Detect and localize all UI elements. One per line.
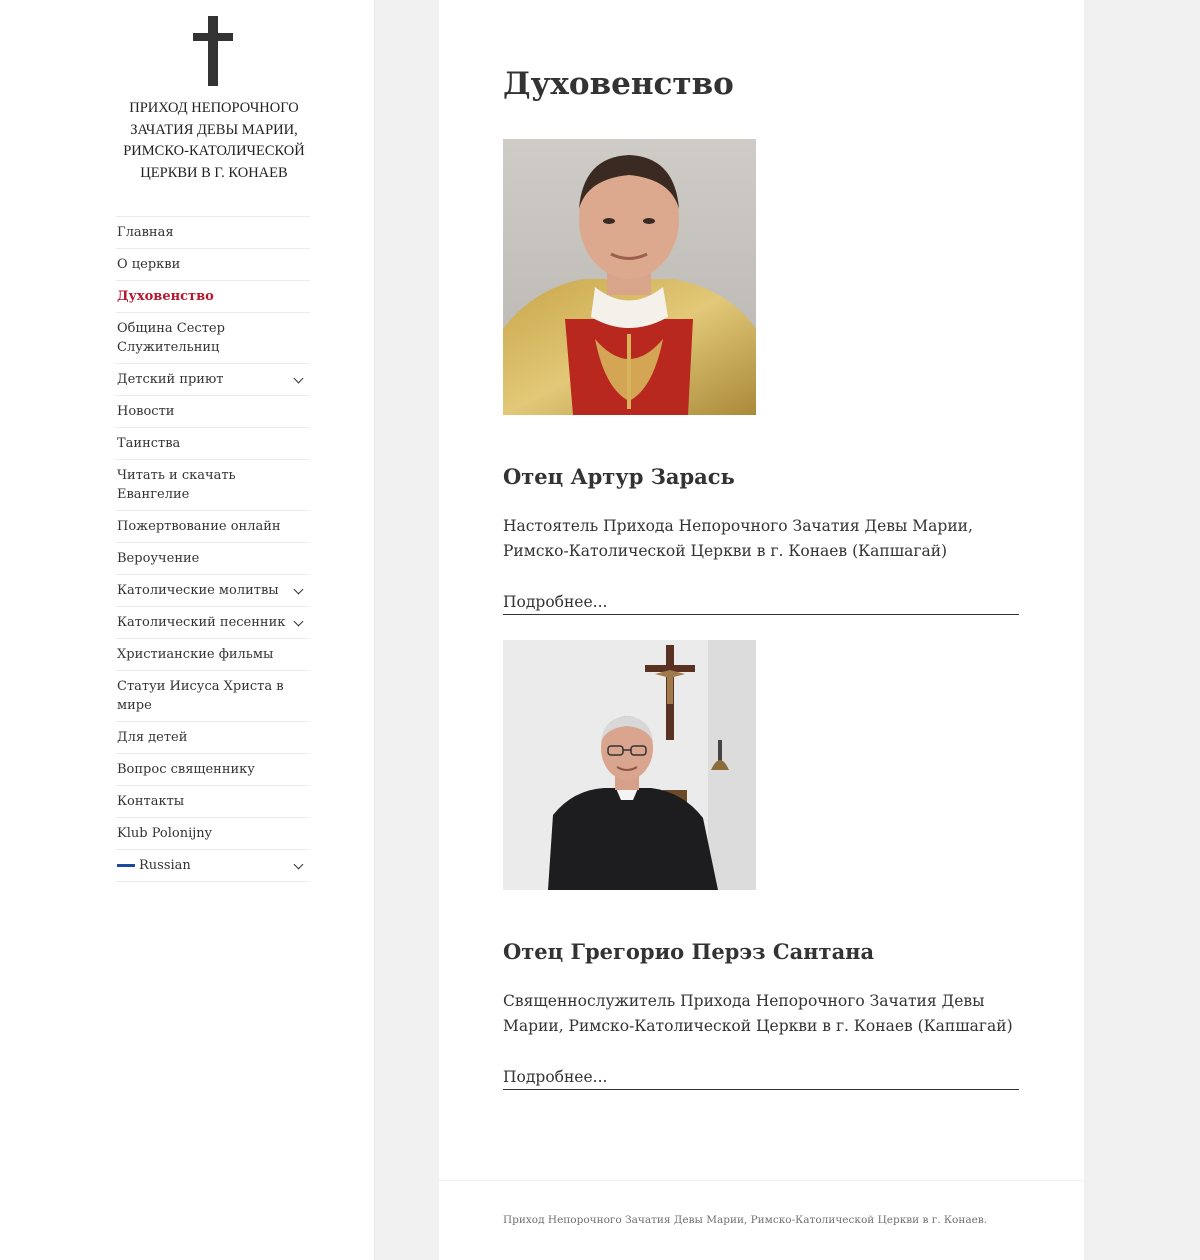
russian-flag-icon [117, 864, 135, 867]
clergy-description-2: Священнослужитель Прихода Непорочного Зачатия Девы Марии, Римско-Католической Церкви в г. Конаев (Капшагай) [503, 992, 1013, 1035]
menu-item-label: Читать и скачать Евангелие [117, 468, 236, 502]
menu-item[interactable] [116, 460, 310, 511]
menu-item-label: Пожертвование онлайн [117, 519, 281, 534]
priest-photo-image [503, 640, 756, 890]
chevron-down-icon[interactable] [294, 585, 304, 595]
menu-item-label: Таинства [117, 436, 181, 451]
menu-item-label: Контакты [117, 794, 185, 809]
read-more-link-2[interactable]: Подробнее... [503, 1065, 1019, 1090]
menu-item-label: Статуи Иисуса Христа в мире [117, 679, 284, 713]
menu-item-label: Вероучение [117, 551, 200, 566]
clergy-name-2: Отец Грегорио Перэз Сантана [503, 939, 875, 964]
menu-item-label: Главная [117, 225, 174, 240]
menu-item[interactable] [116, 722, 310, 754]
clergy-name-1: Отец Артур Зарась [503, 464, 735, 489]
content-card [439, 0, 1084, 1260]
menu-item[interactable] [116, 396, 310, 428]
menu-item[interactable] [116, 639, 310, 671]
menu-item-label: Детский приют [117, 372, 224, 387]
chevron-down-icon[interactable] [294, 860, 304, 870]
page-title: Духовенство [503, 66, 734, 102]
menu-item[interactable] [116, 575, 310, 607]
menu-item[interactable] [116, 313, 310, 364]
menu-item-label: Для детей [117, 730, 188, 745]
menu-item[interactable] [116, 511, 310, 543]
menu-item[interactable] [116, 543, 310, 575]
site-title[interactable]: ПРИХОД НЕПОРОЧНОГО ЗАЧАТИЯ ДЕВЫ МАРИИ, РИМСКО-КАТОЛИЧЕСКОЙ ЦЕРКВИ В Г. КОНАЕВ [123, 100, 305, 181]
clergy-photo-2[interactable] [503, 640, 756, 890]
sidebar [0, 0, 375, 1260]
menu-item-label: О церкви [117, 257, 181, 272]
main-menu [116, 216, 310, 882]
menu-item[interactable] [116, 281, 310, 313]
priest-photo-image [503, 139, 756, 415]
menu-item-label: Klub Polonijny [117, 826, 213, 841]
menu-item[interactable] [116, 818, 310, 850]
menu-item-label: Russian [139, 858, 191, 873]
menu-item-label: Вопрос священнику [117, 762, 255, 777]
menu-item-label: Духовенство [117, 289, 214, 304]
footer-divider [439, 1180, 1084, 1181]
menu-item-label: Христианские фильмы [117, 647, 274, 662]
clergy-photo-1[interactable] [503, 139, 756, 415]
menu-item[interactable] [116, 607, 310, 639]
menu-item[interactable] [116, 754, 310, 786]
menu-item[interactable] [116, 786, 310, 818]
menu-item[interactable] [116, 671, 310, 722]
menu-item-label: Община Сестер Служительниц [117, 321, 225, 355]
read-more-link-1[interactable]: Подробнее... [503, 590, 1019, 615]
clergy-description-1: Настоятель Прихода Непорочного Зачатия Девы Марии, Римско-Католической Церкви в г. Конаев (Капшагай) [503, 517, 973, 560]
menu-item-label: Новости [117, 404, 175, 419]
menu-item-label: Католические молитвы [117, 583, 279, 598]
menu-item[interactable] [116, 249, 310, 281]
footer-text[interactable]: Приход Непорочного Зачатия Девы Марии, Римско-Католической Церкви в г. Конаев. [503, 1214, 988, 1226]
menu-item[interactable] [116, 364, 310, 396]
menu-item[interactable] [116, 428, 310, 460]
chevron-down-icon[interactable] [294, 374, 304, 384]
menu-item-label: Католический песенник [117, 615, 286, 630]
menu-item[interactable] [116, 850, 310, 882]
chevron-down-icon[interactable] [294, 617, 304, 627]
main-menu-clip [0, 0, 374, 873]
menu-item[interactable] [116, 217, 310, 249]
